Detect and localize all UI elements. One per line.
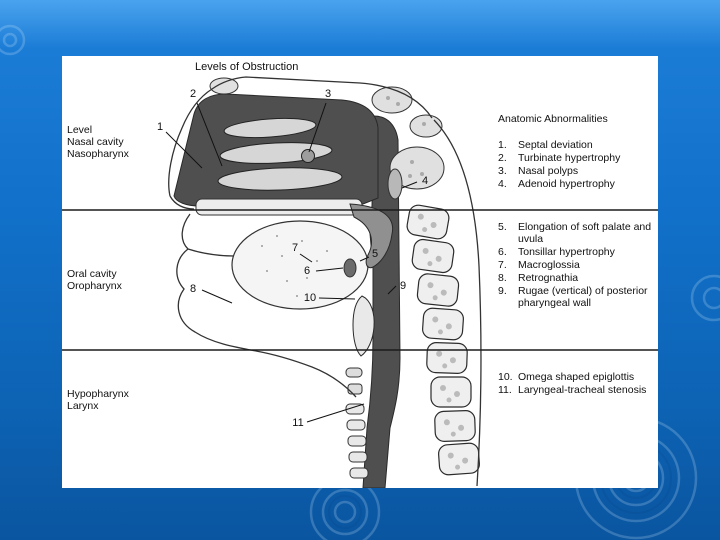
abnormality-text: Tonsillar hypertrophy	[518, 246, 615, 258]
abnormality-item	[498, 285, 658, 309]
abnormalities-group-1	[498, 139, 658, 191]
abnormality-number: 11.	[498, 384, 512, 396]
level-line: Oral cavity	[67, 268, 117, 280]
abnormality-number: 2.	[498, 152, 507, 164]
callout-4: 4	[421, 175, 429, 187]
adenoid-shape	[388, 169, 402, 199]
level-group-hypopharynx	[67, 388, 129, 412]
callout-1: 1	[156, 121, 164, 133]
callout-7: 7	[291, 242, 299, 254]
callout-11: 11	[292, 417, 304, 429]
abnormality-text: Turbinate hypertrophy	[518, 152, 621, 164]
abnormality-item	[498, 371, 658, 383]
abnormality-text: Septal deviation	[518, 139, 593, 151]
abnormality-text: Nasal polyps	[518, 165, 579, 177]
callout-8: 8	[189, 283, 197, 295]
level-group-nasal	[67, 124, 129, 160]
abnormalities-group-2	[498, 221, 658, 310]
abnormality-text: Macroglossia	[518, 259, 580, 271]
nasal-polyp-shape	[302, 150, 315, 163]
callout-10: 10	[303, 292, 317, 304]
abnormality-item	[498, 178, 658, 190]
level-group-oral	[67, 268, 122, 292]
tonsil-shape	[344, 259, 356, 277]
abnormality-text: Retrognathia	[518, 272, 579, 284]
level-line: Hypopharynx	[67, 388, 129, 400]
cervical-spine-shapes	[406, 204, 480, 476]
abnormality-number: 4.	[498, 178, 507, 190]
level-line: Larynx	[67, 400, 99, 412]
abnormality-number: 6.	[498, 246, 507, 258]
abnormality-text: Rugae (vertical) of posterior pharyngeal wall	[518, 285, 648, 309]
abnormality-item	[498, 165, 658, 177]
abnormality-number: 5.	[498, 221, 507, 233]
callout-2: 2	[189, 88, 197, 100]
abnormality-number: 9.	[498, 285, 507, 297]
callout-6: 6	[303, 265, 311, 277]
diagram-title: Levels of Obstruction	[195, 61, 299, 73]
hard-palate-shape	[196, 199, 362, 215]
diagram-panel	[62, 56, 658, 488]
abnormality-text: Adenoid hypertrophy	[518, 178, 615, 190]
abnormality-text: Elongation of soft palate and uvula	[518, 221, 652, 245]
level-line: Oropharynx	[67, 280, 122, 292]
abnormalities-group-3	[498, 371, 658, 397]
callout-5: 5	[371, 248, 379, 260]
abnormalities-panel	[498, 113, 658, 483]
callout-3: 3	[324, 88, 332, 100]
abnormality-number: 7.	[498, 259, 507, 271]
abnormality-number: 8.	[498, 272, 507, 284]
epiglottis-shape	[353, 296, 374, 356]
level-line: Nasopharynx	[67, 148, 129, 160]
callout-9: 9	[399, 280, 407, 292]
abnormalities-heading: Anatomic Abnormalities	[498, 113, 608, 125]
abnormality-item	[498, 139, 658, 151]
abnormality-text: Omega shaped epiglottis	[518, 371, 635, 383]
abnormality-item	[498, 221, 658, 245]
abnormality-item	[498, 259, 658, 271]
abnormality-number: 3.	[498, 165, 507, 177]
abnormality-item	[498, 152, 658, 164]
abnormality-item	[498, 384, 658, 396]
level-line: Nasal cavity	[67, 136, 124, 148]
abnormality-text: Laryngeal-tracheal stenosis	[518, 384, 647, 396]
abnormality-number: 10.	[498, 371, 513, 383]
level-header: Level	[67, 124, 93, 136]
abnormality-item	[498, 272, 658, 284]
abnormality-number: 1.	[498, 139, 507, 151]
abnormality-item	[498, 246, 658, 258]
